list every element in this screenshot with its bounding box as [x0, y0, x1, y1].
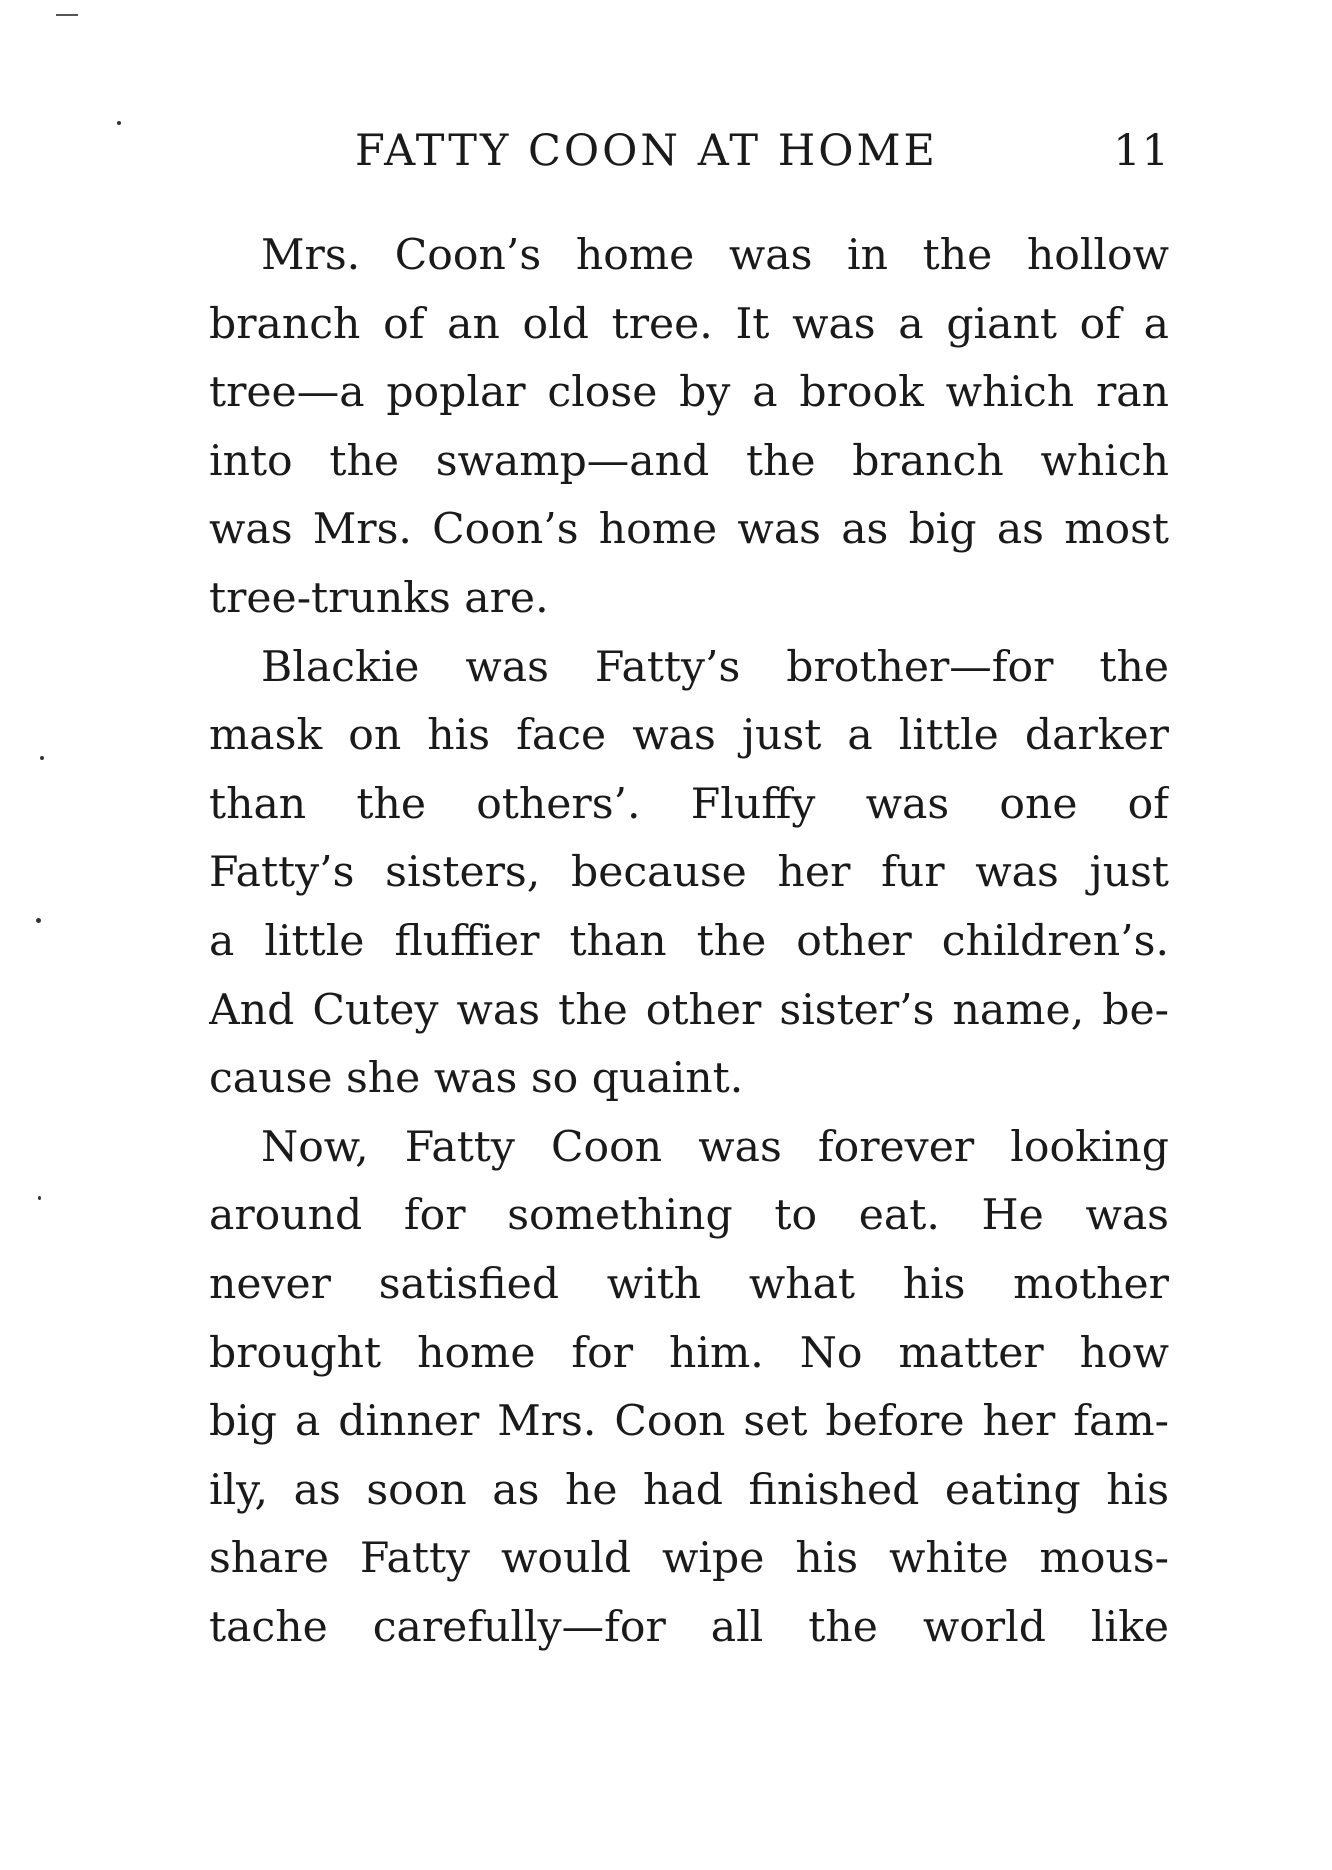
paragraph	[209, 222, 1169, 634]
text-line: share Fatty would wipe his white mous-	[209, 1534, 1169, 1584]
running-head: FATTY COON AT HOME	[355, 126, 938, 176]
text-line: a little fluffier than the other children’s.	[209, 916, 1169, 966]
text-line: cause she was so quaint.	[209, 1054, 744, 1104]
text-line: mask on his face was just a little darker	[209, 711, 1169, 761]
text-line: ily, as soon as he had finished eating his	[209, 1465, 1169, 1515]
text-line: tree—a poplar close by a brook which ran	[209, 368, 1169, 418]
text-line: And Cutey was the other sister’s name, be-	[209, 985, 1169, 1035]
text-line: branch of an old tree. It was a giant of a	[209, 299, 1169, 349]
text-line: tache carefully—for all the world like	[209, 1602, 1169, 1652]
scan-mark	[56, 14, 78, 16]
scan-speck	[38, 1196, 41, 1200]
scan-speck	[36, 918, 41, 923]
scan-speck	[40, 756, 44, 760]
text-line: big a dinner Mrs. Coon set before her fam-	[209, 1397, 1169, 1447]
text-line: into the swamp—and the branch which	[209, 436, 1169, 486]
paragraph	[209, 1114, 1169, 1663]
page-header	[355, 126, 1170, 186]
text-line: Blackie was Fatty’s brother—for the	[261, 642, 1169, 692]
paragraph	[209, 634, 1169, 1114]
text-line: brought home for him. No matter how	[209, 1328, 1169, 1378]
scan-speck	[117, 121, 121, 125]
text-line: Now, Fatty Coon was forever looking	[261, 1122, 1169, 1172]
page-number: 11	[1113, 126, 1170, 176]
text-line: never satisfied with what his mother	[209, 1259, 1169, 1309]
text-line: than the others’. Fluffy was one of	[209, 779, 1169, 829]
text-line: Fatty’s sisters, because her fur was just	[209, 848, 1169, 898]
text-line: around for something to eat. He was	[209, 1191, 1169, 1241]
text-line: was Mrs. Coon’s home was as big as most	[209, 505, 1169, 555]
text-line: tree-trunks are.	[209, 573, 549, 623]
text-line: Mrs. Coon’s home was in the hollow	[261, 231, 1169, 280]
body-text	[209, 222, 1169, 1662]
